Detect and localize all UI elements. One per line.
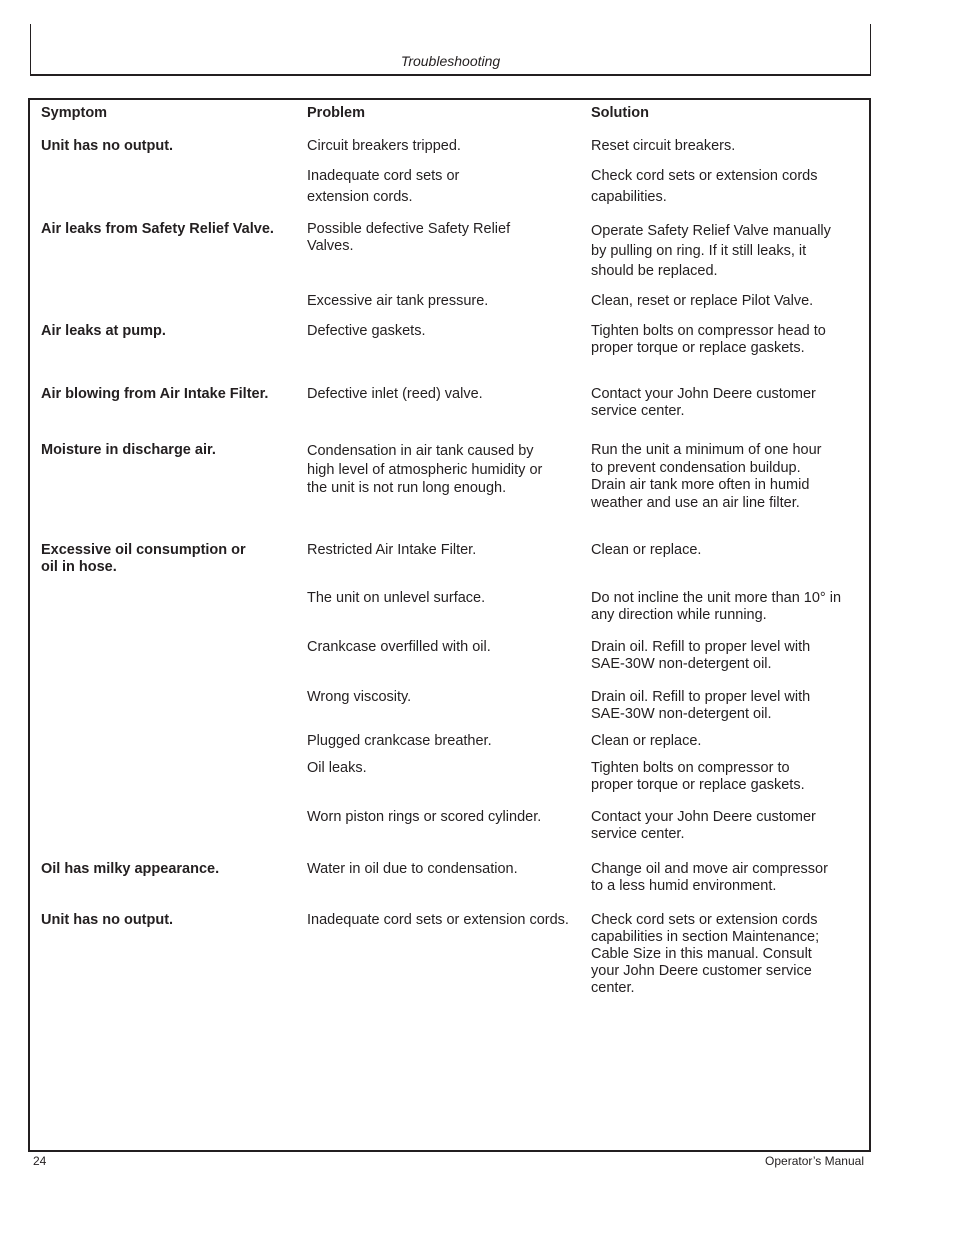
column-header-solution: Solution <box>591 105 649 121</box>
problem-cell: Excessive air tank pressure. <box>307 293 489 309</box>
solution-cell: Operate Safety Relief Valve manually by pulling on ring. If it still leaks, it should be replaced. <box>591 223 831 279</box>
problem-cell: Possible defective Safety Relief Valves. <box>307 221 511 254</box>
solution-cell: Do not incline the unit more than 10° in any direction while running. <box>591 590 842 623</box>
section-title: Troubleshooting <box>400 53 501 69</box>
problem-cell: Defective gaskets. <box>307 323 426 339</box>
solution-cell: Drain oil. Refill to proper level with SAE-30W non-detergent oil. <box>591 639 811 672</box>
problem-cell: Crankcase overfilled with oil. <box>307 639 491 655</box>
symptom-cell: Unit has no output. <box>41 912 174 928</box>
symptom-cell: Moisture in discharge air. <box>41 442 216 458</box>
symptom-cell: Air leaks from Safety Relief Valve. <box>41 221 274 237</box>
header-frame <box>30 24 871 76</box>
page-number: 24 <box>33 1154 47 1168</box>
symptom-cell: Excessive oil consumption or oil in hose. <box>41 542 246 575</box>
solution-cell: Clean, reset or replace Pilot Valve. <box>591 293 814 309</box>
solution-cell: Check cord sets or extension cords capabilities in section Maintenance; Cable Size in this manual. Consult your John Deere customer service center. <box>591 912 820 996</box>
problem-cell: Plugged crankcase breather. <box>307 733 492 749</box>
column-header-problem: Problem <box>307 105 366 121</box>
problem-cell: Circuit breakers tripped. <box>307 138 461 154</box>
solution-cell: Run the unit a minimum of one hour to prevent condensation buildup. Drain air tank more often in humid weather and use an air line filter. <box>591 442 822 511</box>
problem-cell: Water in oil due to condensation. <box>307 861 518 877</box>
problem-cell: Restricted Air Intake Filter. <box>307 542 477 558</box>
symptom-cell: Oil has milky appearance. <box>41 861 220 877</box>
solution-cell: Clean or replace. <box>591 733 702 749</box>
manual-name: Operator’s Manual <box>765 1154 864 1168</box>
problem-cell: Oil leaks. <box>307 760 367 776</box>
problem-cell: Defective inlet (reed) valve. <box>307 386 483 402</box>
problem-cell: Condensation in air tank caused by high level of atmospheric humidity or the unit is not run long enough. <box>307 443 543 496</box>
symptom-cell: Air blowing from Air Intake Filter. <box>41 386 269 402</box>
solution-cell: Clean or replace. <box>591 542 702 558</box>
problem-cell: The unit on unlevel surface. <box>307 590 486 606</box>
problem-cell: Wrong viscosity. <box>307 689 412 705</box>
problem-cell: Inadequate cord sets or extension cords. <box>307 168 460 205</box>
solution-cell: Change oil and move air compressor to a less humid environment. <box>591 861 828 894</box>
solution-cell: Reset circuit breakers. <box>591 138 736 154</box>
problem-cell: Inadequate cord sets or extension cords. <box>307 912 569 928</box>
symptom-cell: Air leaks at pump. <box>41 323 166 339</box>
solution-cell: Tighten bolts on compressor head to proper torque or replace gaskets. <box>591 323 826 356</box>
problem-cell: Worn piston rings or scored cylinder. <box>307 809 542 825</box>
symptom-cell: Unit has no output. <box>41 138 174 154</box>
column-header-symptom: Symptom <box>41 105 108 121</box>
solution-cell: Tighten bolts on compressor to proper torque or replace gaskets. <box>591 760 805 793</box>
solution-cell: Check cord sets or extension cords capabilities. <box>591 168 818 205</box>
troubleshooting-table <box>28 98 871 1152</box>
solution-cell: Contact your John Deere customer service center. <box>591 809 816 842</box>
solution-cell: Contact your John Deere customer service center. <box>591 386 816 419</box>
solution-cell: Drain oil. Refill to proper level with SAE-30W non-detergent oil. <box>591 689 811 722</box>
